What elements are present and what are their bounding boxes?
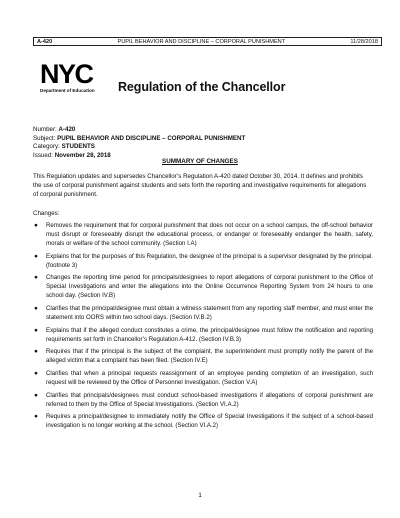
- meta-issued-value: November 28, 2018: [54, 152, 111, 160]
- logo-text: NYC: [40, 59, 93, 89]
- list-item: [33, 305, 373, 323]
- bullet-icon: ●: [34, 370, 38, 378]
- change-text: Requires a principal/designee to immediately notify the Office of Special Investigations if the subject of a school-based investigation is no longer working at the school. (Section VI.A.2): [46, 413, 373, 430]
- intro-paragraph: This Regulation updates and supersedes Chancellor’s Regulation A-420 dated October 30, 2014. It defines and prohibits the use of corporal punishment against students and sets forth the reporting and investigative requirements for allegations of corporal punishment.: [33, 173, 367, 198]
- list-item: [33, 370, 373, 388]
- changes-list: [33, 222, 373, 435]
- meta-number-row: [33, 126, 245, 135]
- bullet-icon: ●: [34, 222, 38, 229]
- meta-number-value: A-420: [58, 126, 76, 133]
- logo-subtext: Department of Education: [40, 88, 95, 93]
- meta-number-label: Number:: [33, 126, 57, 133]
- list-item: [33, 253, 373, 271]
- meta-subject-row: [33, 135, 245, 144]
- list-item: [33, 413, 373, 431]
- bullet-icon: ●: [34, 348, 38, 356]
- change-text: Clarifies that when a principal requests reassignment of an employee pending completion of an investigation, such request will be reviewed by the Office of Personnel Investigation. (Section V.A): [46, 370, 373, 386]
- bullet-icon: ●: [34, 274, 38, 282]
- meta-subject-label: Subject:: [33, 134, 56, 142]
- list-item: [33, 274, 373, 301]
- running-header: [33, 37, 382, 46]
- list-item: [33, 222, 373, 249]
- change-text: Changes the reporting time period for principals/designees to report allegations of corporal punishment to the Office of Special Investigations and enter the allegations into the Online Occurrence Reporting System from 24 hours to one school day. (Section IV.B): [46, 274, 373, 300]
- bullet-icon: ●: [34, 252, 38, 260]
- nyc-doe-logo-icon: [40, 57, 100, 103]
- bullet-icon: ●: [34, 304, 38, 312]
- list-item: [33, 392, 373, 410]
- change-text: Explains that if the alleged conduct constitutes a crime, the principal/designee must follow the notification and reporting requirements set forth in Chancellor’s Regulation A-412. (Section IV.B.3): [46, 326, 373, 343]
- document-title: Regulation of the Chancellor: [118, 80, 286, 94]
- summary-heading: SUMMARY OF CHANGES: [162, 158, 238, 165]
- meta-category-label: Category:: [33, 143, 60, 151]
- bullet-icon: ●: [34, 391, 38, 399]
- meta-issued-label: Issued:: [33, 152, 53, 160]
- list-item: [33, 327, 373, 345]
- bullet-icon: ●: [34, 326, 38, 334]
- change-text: Explains that for the purposes of this Regulation, the designee of the principal is a supervisor designated by the principal. (footnote 3): [46, 252, 373, 269]
- change-text: Requires that if the principal is the subject of the complaint, the superintendent must promptly notify the parent of the alleged victim that a complaint has been filed. (Section IV.E): [46, 348, 373, 365]
- meta-category-value: STUDENTS: [61, 143, 95, 151]
- meta-category-row: [33, 143, 245, 152]
- header-title: PUPIL BEHAVIOR AND DISCIPLINE – CORPORAL PUNISHMENT: [117, 39, 286, 45]
- change-text: Removes the requirement that for corporal punishment that does not occur on a school campus, the off-school behavior must disrupt or foreseeably disrupt the educational process, or endanger or foreseeably endanger the health, safety, morals or welfare of the school community. (Section I.A): [46, 222, 373, 247]
- list-item: [33, 348, 373, 366]
- change-text: Clarifies that the principal/designee must obtain a witness statement from any reporting staff member, and must enter the statement into OORS within two school days. (Section IV.B.2): [46, 304, 373, 321]
- header-date: 11/28/2018: [350, 39, 378, 45]
- meta-subject-value: PUPIL BEHAVIOR AND DISCIPLINE – CORPORAL PUNISHMENT: [57, 134, 246, 142]
- page-number: 1: [198, 492, 202, 499]
- regulation-meta: [33, 126, 245, 161]
- header-reg-number: A-420: [37, 39, 53, 45]
- bullet-icon: ●: [34, 413, 38, 421]
- change-text: Clarifies that principals/designees must conduct school-based investigations if allegations of corporal punishment are referred to them by the Office of Special Investigations. (Section VI.A.2): [46, 391, 373, 408]
- changes-label: Changes:: [33, 210, 60, 217]
